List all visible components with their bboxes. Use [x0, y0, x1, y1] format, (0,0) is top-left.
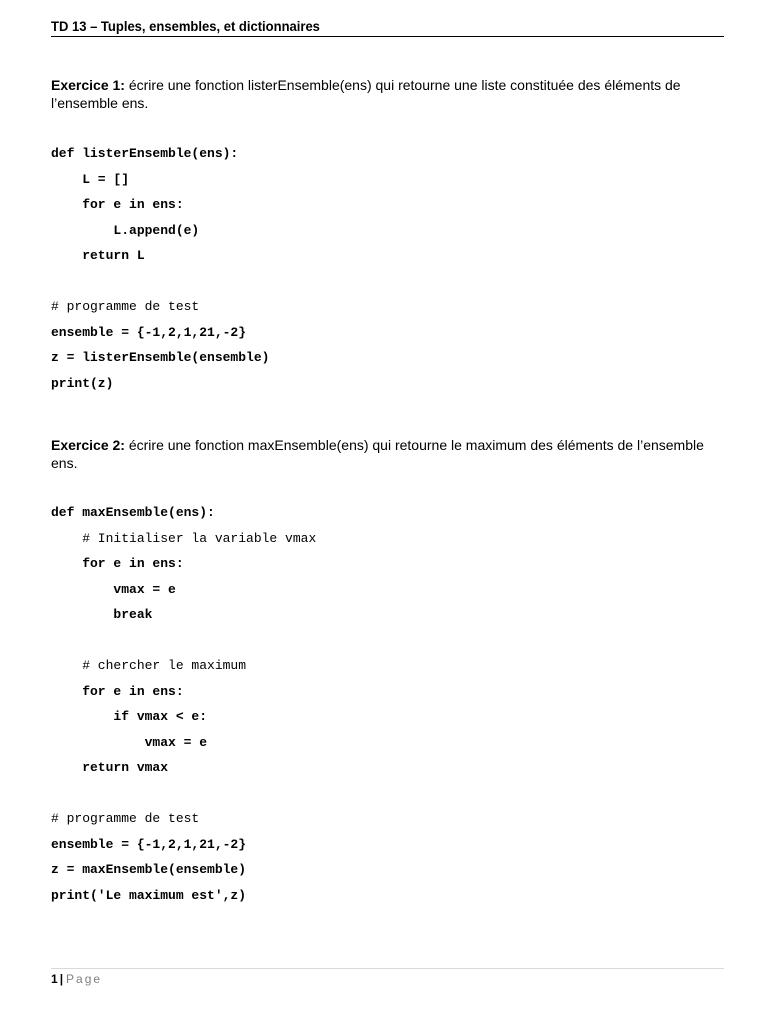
code-line: print('Le maximum est',z)	[51, 887, 247, 903]
code-line	[51, 628, 316, 654]
footer-divider	[51, 968, 724, 969]
page-header	[51, 17, 724, 37]
page-label: Page	[66, 972, 103, 986]
code-line: if vmax < e:	[51, 709, 208, 724]
code-line: # programme de test	[51, 811, 200, 826]
code-line: ensemble = {-1,2,1,21,-2}	[51, 836, 247, 852]
code-line	[51, 781, 316, 807]
code-line: L.append(e)	[51, 222, 200, 238]
code-line: vmax = e	[51, 734, 208, 750]
code-line: return L	[51, 248, 145, 263]
code-line: for e in ens:	[51, 556, 184, 571]
code-line	[51, 269, 269, 295]
code-line: for e in ens:	[51, 197, 184, 212]
code-line: print(z)	[51, 375, 114, 391]
code-line: z = maxEnsemble(ensemble)	[51, 862, 247, 877]
exercise-1-code-block	[51, 141, 269, 396]
code-line: vmax = e	[51, 581, 176, 597]
page-title: TD 13 – Tuples, ensembles, et dictionnaires	[51, 18, 320, 34]
exercise-2-code-block	[51, 500, 316, 908]
exercise-1-statement	[51, 76, 721, 112]
code-line: def listerEnsemble(ens):	[51, 146, 239, 161]
exercise-1-label: Exercice 1:	[51, 77, 125, 93]
code-line: for e in ens:	[51, 683, 184, 699]
code-line: break	[51, 607, 153, 622]
exercise-2-label: Exercice 2:	[51, 437, 125, 453]
code-line: def maxEnsemble(ens):	[51, 505, 215, 520]
code-line: ensemble = {-1,2,1,21,-2}	[51, 324, 247, 340]
exercise-2-text: écrire une fonction maxEnsemble(ens) qui retourne le maximum des éléments de l’ensemble ens.	[51, 437, 704, 471]
page-number: 1	[51, 972, 58, 986]
exercise-2-statement	[51, 436, 721, 472]
code-line: # Initialiser la variable vmax	[51, 530, 317, 546]
code-line: z = listerEnsemble(ensemble)	[51, 350, 270, 365]
code-line: L = []	[51, 171, 130, 187]
footer-separator: |	[59, 972, 64, 986]
exercise-1-text: écrire une fonction listerEnsemble(ens) qui retourne une liste constituée des éléments de l’ensemble ens.	[51, 77, 681, 111]
code-line: # programme de test	[51, 299, 200, 314]
page-footer	[51, 971, 102, 987]
code-line: return vmax	[51, 760, 169, 775]
code-line: # chercher le maximum	[51, 658, 247, 673]
